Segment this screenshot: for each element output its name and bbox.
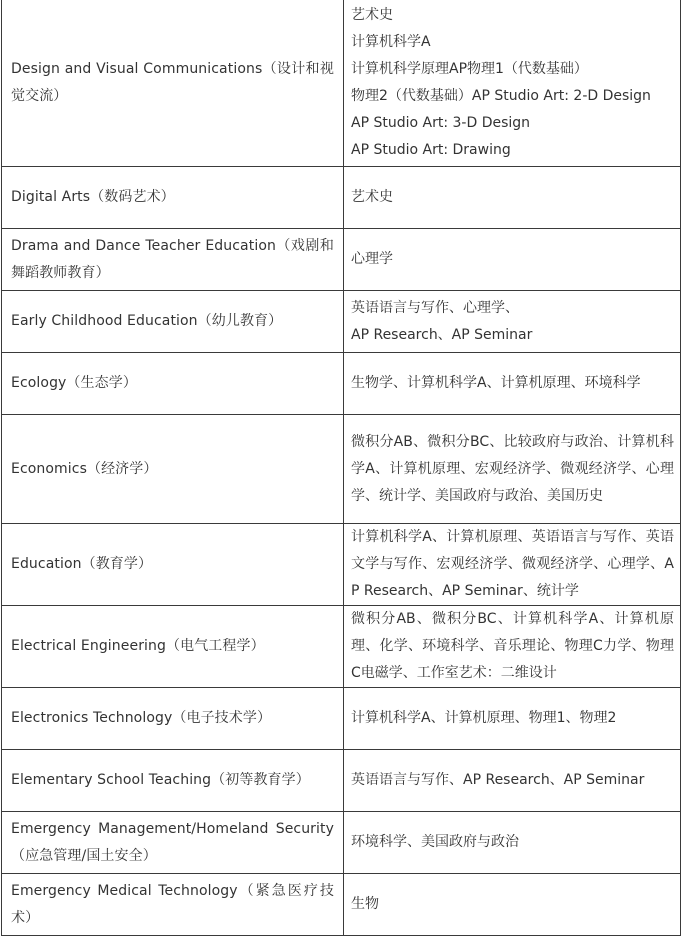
courses-cell (344, 0, 681, 167)
table-row (2, 415, 681, 524)
courses-cell (344, 353, 681, 415)
courses-cell (344, 750, 681, 812)
table-row (2, 229, 681, 291)
course-line: AP Studio Art: 3-D Design (351, 115, 531, 131)
course-line: AP Studio Art: Drawing (351, 142, 511, 158)
courses-cell (344, 167, 681, 229)
major-cell (2, 688, 344, 750)
major-cell (2, 524, 344, 606)
major-name: Economics（经济学） (11, 460, 158, 477)
course-list: 心理学 (351, 251, 393, 267)
course-list: 艺术史 (351, 189, 393, 205)
major-name: Digital Arts（数码艺术） (11, 189, 175, 205)
course-list: 生物 (351, 896, 379, 912)
major-cell (2, 353, 344, 415)
course-line: 英语语言与写作、心理学、 (351, 299, 519, 316)
courses-cell (344, 291, 681, 353)
major-name: Elementary School Teaching（初等教育学） (11, 772, 310, 788)
course-line: 计算机科学原理AP物理1（代数基础） (351, 61, 588, 77)
major-cell (2, 415, 344, 524)
course-list: 微积分AB、微积分BC、比较政府与政治、计算机科学A、计算机原理、宏观经济学、微观经济学、心理学、统计学、美国政府与政治、美国历史 (351, 433, 674, 504)
course-line: AP Research、AP Seminar (351, 326, 533, 343)
major-name: Electrical Engineering（电气工程学） (11, 638, 265, 654)
table-row (2, 606, 681, 688)
courses-cell (344, 874, 681, 936)
major-name: Education（教育学） (11, 556, 153, 572)
table-row (2, 353, 681, 415)
courses-cell (344, 606, 681, 688)
table-row (2, 874, 681, 936)
course-list: 计算机科学A、计算机原理、英语语言与写作、英语文学与写作、宏观经济学、微观经济学、心理学、AP Research、AP Seminar、统计学 (351, 529, 674, 599)
major-cell (2, 167, 344, 229)
major-name: Ecology（生态学） (11, 375, 137, 391)
major-name: Emergency Medical Technology（紧急医疗技术） (11, 882, 334, 926)
course-list: 环境科学、美国政府与政治 (351, 834, 519, 850)
table-row (2, 167, 681, 229)
major-cell (2, 750, 344, 812)
major-name: Electronics Technology（电子技术学） (11, 710, 272, 726)
major-name: Design and Visual Communications（设计和视觉交流） (11, 61, 334, 104)
courses-cell (344, 688, 681, 750)
table-row (2, 291, 681, 353)
major-name: Early Childhood Education（幼儿教育） (11, 313, 283, 329)
table-row (2, 750, 681, 812)
table-row (2, 812, 681, 874)
course-list: 微积分AB、微积分BC、计算机科学A、计算机原理、化学、环境科学、音乐理论、物理C力学、物理C电磁学、工作室艺术：二维设计 (351, 611, 674, 681)
course-list: 计算机科学A、计算机原理、物理1、物理2 (351, 710, 617, 726)
major-name: Emergency Management/Homeland Security（应急管理/国土安全） (11, 820, 334, 864)
courses-cell (344, 812, 681, 874)
major-course-table (1, 0, 681, 936)
major-cell (2, 812, 344, 874)
courses-cell (344, 524, 681, 606)
major-cell (2, 291, 344, 353)
course-line: 物理2（代数基础）AP Studio Art: 2-D Design (351, 88, 651, 104)
courses-cell (344, 229, 681, 291)
major-cell (2, 229, 344, 291)
table-row (2, 524, 681, 606)
major-cell (2, 0, 344, 167)
major-cell (2, 606, 344, 688)
courses-cell (344, 415, 681, 524)
course-line: 艺术史 (351, 7, 393, 23)
table-row (2, 0, 681, 167)
major-cell (2, 874, 344, 936)
major-name: Drama and Dance Teacher Education（戏剧和舞蹈教师教育） (11, 237, 334, 281)
course-list: 英语语言与写作、AP Research、AP Seminar (351, 772, 645, 788)
course-line: 计算机科学A (351, 34, 431, 50)
table-row (2, 688, 681, 750)
course-list: 生物学、计算机科学A、计算机原理、环境科学 (351, 375, 641, 391)
